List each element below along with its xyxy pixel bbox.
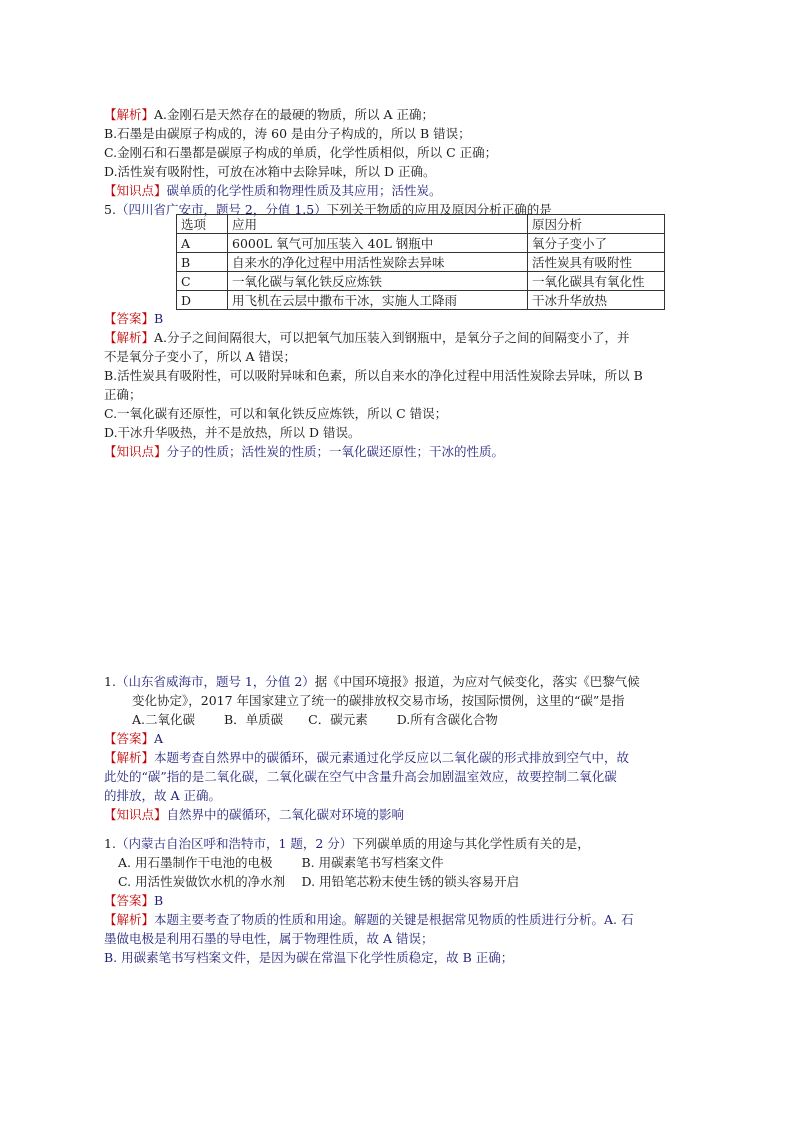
question-options: C. 用活性炭做饮水机的净水剂 D. 用铅笔芯粉末使生锈的锁头容易开启	[118, 874, 520, 889]
options-table	[176, 214, 665, 310]
question-5-solution	[104, 309, 704, 461]
analysis-line: D.活性炭有吸附性，可放在冰箱中去除异味，所以 D 正确。	[104, 164, 436, 179]
table-cell: C	[177, 272, 228, 291]
question-1-weihai	[104, 672, 704, 824]
analysis-line: C.金刚石和石墨都是碳原子构成的单质，化学性质相似，所以 C 正确；	[104, 145, 498, 160]
analysis-line: B.石墨是由碳原子构成的，涛 60 是由分子构成的，所以 B 错误；	[104, 126, 471, 141]
question-text: 据《中国环境报》报道，为应对气候变化，落实《巴黎气候	[314, 674, 640, 689]
analysis-line: B. 用碳素笔书写档案文件，是因为碳在常温下化学性质稳定，故 B 正确；	[104, 950, 514, 965]
analysis-tag: 【解析】	[104, 912, 155, 927]
knowledge-tag: 【知识点】	[104, 183, 167, 198]
question-number: 5.	[104, 202, 116, 217]
knowledge-text: 自然界中的碳循环，二氧化碳对环境的影响	[166, 807, 405, 822]
analysis-line: A.金刚石是天然存在的最硬的物质，所以 A 正确；	[154, 107, 434, 122]
analysis-line: 此处的“碳”指的是二氧化碳，二氧化碳在空气中含量升高会加剧温室效应，故要控制二氧化碳	[104, 769, 617, 784]
answer-tag: 【答案】	[104, 893, 155, 908]
answer-value: A	[154, 731, 164, 746]
knowledge-tag: 【知识点】	[104, 444, 167, 459]
knowledge-text: 分子的性质；活性炭的性质；一氧化碳还原性；干冰的性质。	[166, 444, 505, 459]
table-header-cell: 选项	[177, 215, 228, 234]
answer-value: B	[154, 311, 164, 326]
analysis-line: 的排放，故 A 正确。	[104, 788, 221, 803]
question-number: 1.	[104, 674, 116, 689]
table-cell: 自来水的净化过程中用活性炭除去异味	[228, 253, 528, 272]
question-number: 1.	[104, 836, 116, 851]
analysis-line: A.分子之间间隔很大，可以把氧气加压装入到钢瓶中，是氧分子之间的间隔变小了，并	[154, 330, 630, 345]
table-row	[177, 253, 665, 272]
question-options: A. 用石墨制作干电池的电极 B. 用碳素笔书写档案文件	[118, 855, 444, 870]
table-row	[177, 272, 665, 291]
table-cell: 6000L 氧气可加压装入 40L 钢瓶中	[228, 234, 528, 253]
answer-value: B	[154, 893, 164, 908]
knowledge-tag: 【知识点】	[104, 807, 167, 822]
table-header-row	[177, 215, 665, 234]
table-header-cell: 原因分析	[528, 215, 665, 234]
analysis-line: B.活性炭具有吸附性，可以吸附异味和色素，所以自来水的净化过程中用活性炭除去异味，所以 B	[104, 368, 643, 383]
analysis-line: D.干冰升华吸热，并不是放热，所以 D 错误。	[104, 425, 361, 440]
analysis-tag: 【解析】	[104, 330, 155, 345]
answer-tag: 【答案】	[104, 311, 155, 326]
analysis-line: 正确；	[104, 387, 142, 402]
analysis-tag: 【解析】	[104, 107, 155, 122]
question-source: （内蒙古自治区呼和浩特市，1 题，2 分）	[115, 836, 353, 851]
table-cell: 干冰升华放热	[528, 291, 665, 310]
knowledge-text: 碳单质的化学性质和物理性质及其应用；活性炭。	[166, 183, 442, 198]
analysis-line: 本题主要考查了物质的性质和用途。解题的关键是根据常见物质的性质进行分析。A. 石	[154, 912, 634, 927]
question-text: 下列关于物质的应用及原因分析正确的是	[326, 202, 552, 217]
table-header-cell: 应用	[228, 215, 528, 234]
answer-tag: 【答案】	[104, 731, 155, 746]
table-cell: 用飞机在云层中撒布干冰，实施人工降雨	[228, 291, 528, 310]
analysis-block-1	[104, 105, 704, 200]
table-cell: 一氧化碳与氧化铁反应炼铁	[228, 272, 528, 291]
analysis-line: C.一氧化碳有还原性，可以和氧化铁反应炼铁，所以 C 错误；	[104, 406, 448, 421]
question-source: （四川省广安市，题号 2，分值 1.5）	[115, 202, 327, 217]
table-cell: A	[177, 234, 228, 253]
question-text: 变化协定》，2017 年国家建立了统一的碳排放权交易市场，按国际惯例，这里的“碳”是指	[132, 693, 625, 708]
question-source: （山东省威海市，题号 1，分值 2）	[115, 674, 315, 689]
analysis-line: 不是氧分子变小了，所以 A 错误；	[104, 349, 296, 364]
table-cell: 氧分子变小了	[528, 234, 665, 253]
table-cell: 一氧化碳具有氧化性	[528, 272, 665, 291]
question-options: A.二氧化碳 B．单质碳 C．碳元素 D.所有含碳化合物	[132, 712, 498, 727]
analysis-line: 墨做电极是利用石墨的导电性，属于物理性质，故 A 错误；	[104, 931, 434, 946]
table-cell: B	[177, 253, 228, 272]
table-cell: D	[177, 291, 228, 310]
analysis-line: 本题考查自然界中的碳循环，碳元素通过化学反应以二氧化碳的形式排放到空气中，故	[154, 750, 630, 765]
question-1-hohhot	[104, 834, 704, 967]
question-text: 下列碳单质的用途与其化学性质有关的是，	[352, 836, 590, 851]
analysis-tag: 【解析】	[104, 750, 155, 765]
table-row	[177, 291, 665, 310]
table-row	[177, 234, 665, 253]
table-cell: 活性炭具有吸附性	[528, 253, 665, 272]
